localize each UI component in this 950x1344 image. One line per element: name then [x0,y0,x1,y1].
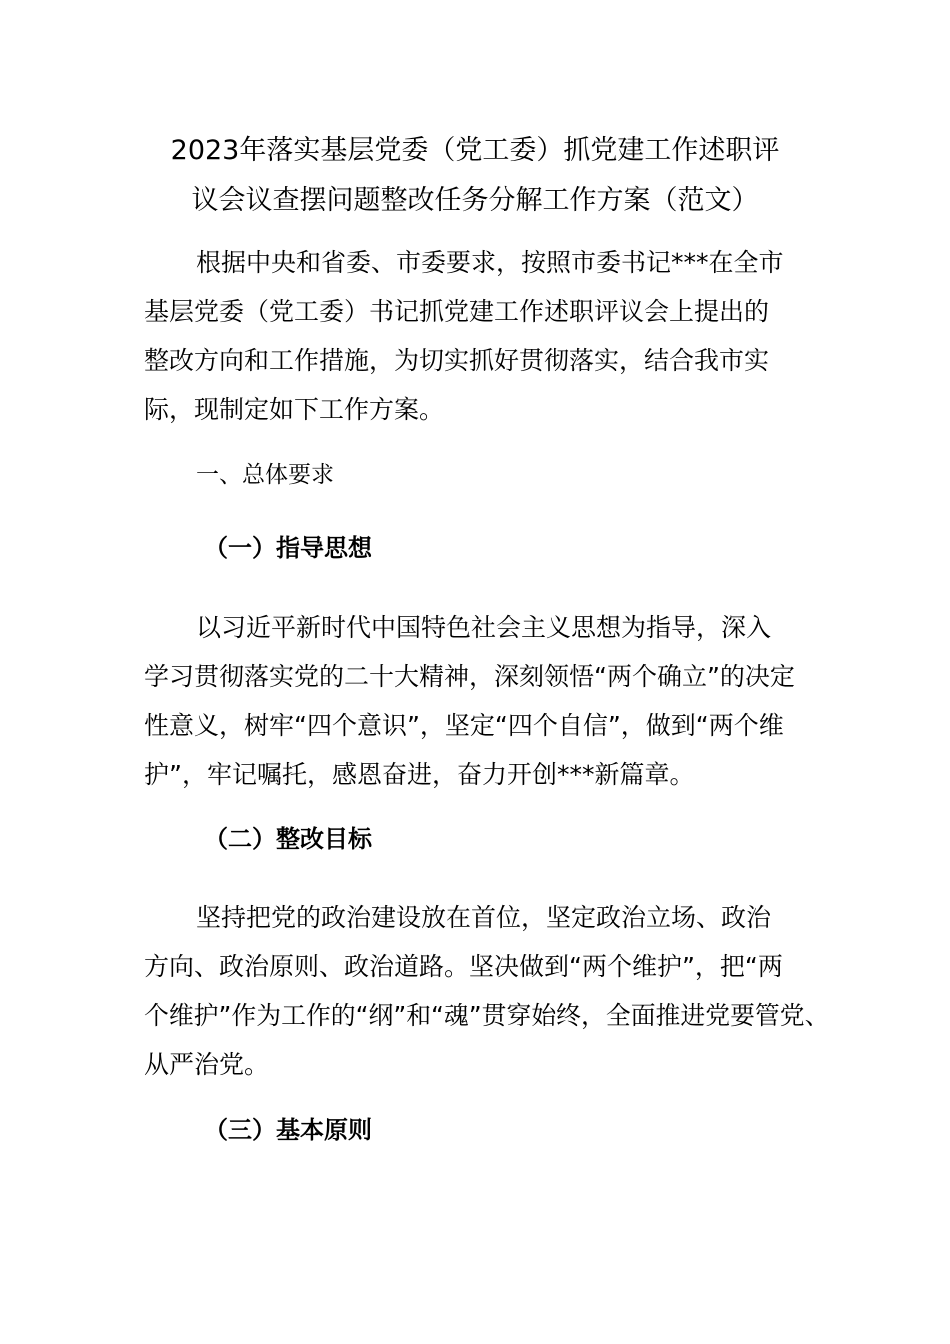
guiding-ideology-line-2: 学习贯彻落实党的二十大精神，深刻领悟“两个确立”的决定 [144,662,795,691]
intro-paragraph-line-3: 整改方向和工作措施，为切实抓好贯彻落实，结合我市实 [144,346,770,375]
rectification-goals-line-1: 坚持把党的政治建设放在首位，坚定政治立场、政治 [196,903,772,932]
intro-paragraph-line-2: 基层党委（党工委）书记抓党建工作述职评议会上提出的 [144,297,770,326]
subheading-basic-principles: （三）基本原则 [204,1116,372,1144]
guiding-ideology-line-1: 以习近平新时代中国特色社会主义思想为指导，深入 [196,613,772,642]
section-heading-general-requirements: 一、总体要求 [196,462,334,488]
subheading-guiding-ideology: （一）指导思想 [204,534,372,562]
rectification-goals-line-2: 方向、政治原则、政治道路。坚决做到“两个维护”，把“两 [144,952,783,981]
intro-paragraph-line-1: 根据中央和省委、市委要求，按照市委书记***在全市 [196,248,784,277]
guiding-ideology-line-4: 护”，牢记嘱托，感恩奋进，奋力开创***新篇章。 [144,760,695,789]
document-title-line-1: 2023年落实基层党委（党工委）抓党建工作述职评 [170,135,780,166]
rectification-goals-line-3: 个维护”作为工作的“纲”和“魂”贯穿始终，全面推进党要管党、 [144,1001,830,1030]
intro-paragraph-line-4: 际，现制定如下工作方案。 [144,395,445,424]
subheading-rectification-goals: （二）整改目标 [204,825,372,853]
guiding-ideology-line-3: 性意义，树牢“四个意识”，坚定“四个自信”，做到“两个维 [144,711,784,740]
document-title-line-2: 议会议查摆问题整改任务分解工作方案（范文） [191,185,759,216]
rectification-goals-line-4: 从严治党。 [144,1050,270,1079]
